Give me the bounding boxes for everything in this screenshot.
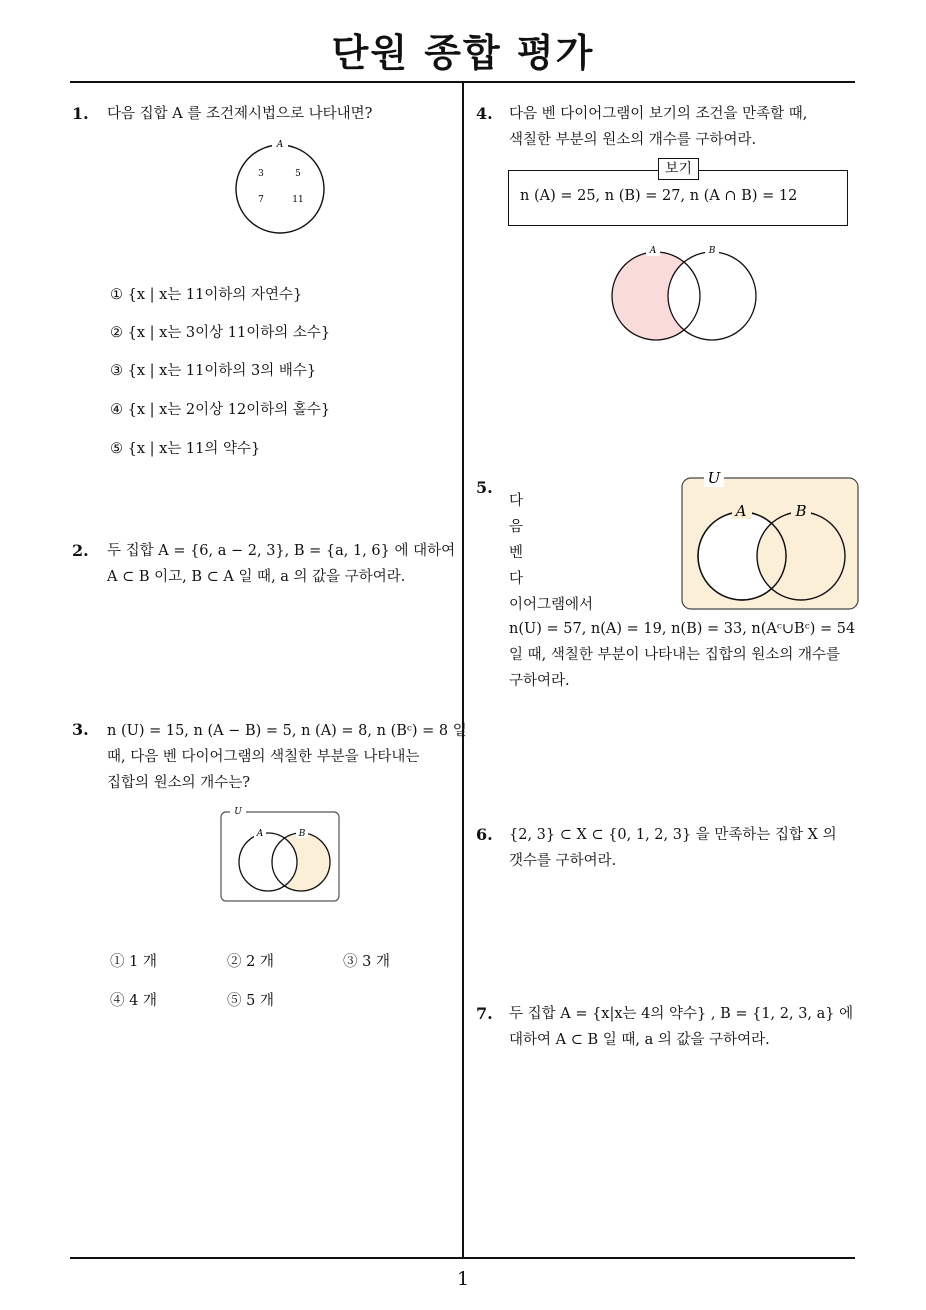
q3-venn-diagram — [218, 804, 344, 904]
page-number: 1 — [456, 1268, 470, 1290]
q3-line-2: 때, 다음 벤 다이어그램의 색칠한 부분을 나타내는 — [107, 749, 420, 765]
q1-venn-label: A — [276, 140, 284, 150]
q1-venn-element: 11 — [292, 195, 304, 205]
column-divider — [462, 82, 464, 1258]
q6-line-1: {2, 3} ⊂ X ⊂ {0, 1, 2, 3} 을 만족하는 집합 X 의 — [509, 827, 837, 843]
q4-bogi-label: 보기 — [658, 158, 699, 180]
q1-choice-3[interactable]: ③ {x | x는 11이하의 3의 배수} — [110, 363, 317, 379]
q1-venn-diagram — [228, 138, 332, 238]
q4-line-2: 색칠한 부분의 원소의 개수를 구하여라. — [509, 132, 757, 148]
q5-vertical-text: 다 — [509, 493, 524, 509]
q1-venn-element: 7 — [258, 195, 264, 205]
q3-choice-1[interactable]: ① 1 개 — [110, 954, 157, 970]
q3-choice-2[interactable]: ② 2 개 — [227, 954, 274, 970]
bottom-rule — [70, 1257, 855, 1259]
q2-number: 2. — [72, 541, 89, 560]
q3-line-1: n (U) = 15, n (A − B) = 5, n (A) = 8, n (Bᶜ) = 8 일 — [107, 723, 467, 739]
q6-line-2: 갯수를 구하여라. — [509, 853, 617, 869]
q1-venn-element: 3 — [258, 169, 264, 179]
q3-choice-4[interactable]: ④ 4 개 — [110, 993, 157, 1009]
q1-choice-4[interactable]: ④ {x | x는 2이상 12이하의 홀수} — [110, 402, 331, 418]
q7-line-1: 두 집합 A = {x|x는 4의 약수} , B = {1, 2, 3, a} 에 — [509, 1006, 854, 1022]
q5-number: 5. — [476, 478, 493, 497]
q1-text: 다음 집합 A 를 조건제시법으로 나타내면? — [107, 106, 373, 122]
q4-venn-a-label: A — [649, 246, 657, 256]
q5-vertical-text: 이어그램에서 — [509, 597, 594, 613]
q3-number: 3. — [72, 720, 89, 739]
q3-line-3: 집합의 원소의 개수는? — [107, 775, 251, 791]
q4-venn-b-label: B — [708, 246, 716, 256]
q6-number: 6. — [476, 825, 493, 844]
q1-number: 1. — [72, 104, 89, 123]
q4-number: 4. — [476, 104, 493, 123]
q5-venn-a-label: A — [735, 502, 747, 520]
q7-number: 7. — [476, 1004, 493, 1023]
q5-vertical-text: 벤 — [509, 545, 524, 561]
q3-venn-a-label: A — [256, 829, 264, 839]
q2-line-2: A ⊂ B 이고, B ⊂ A 일 때, a 의 값을 구하여라. — [107, 569, 406, 585]
q4-bogi-text: n (A) = 25, n (B) = 27, n (A ∩ B) = 12 — [520, 188, 798, 204]
page-title: 단원 종합 평가 — [331, 31, 595, 75]
q7-line-2: 대하여 A ⊂ B 일 때, a 의 값을 구하여라. — [509, 1032, 770, 1048]
q2-line-1: 두 집합 A = {6, a − 2, 3}, B = {a, 1, 6} 에 대하여 — [107, 543, 456, 559]
q5-line-1: n(U) = 57, n(A) = 19, n(B) = 33, n(Aᶜ∪Bᶜ) = 54 — [509, 621, 856, 637]
q4-venn-diagram — [604, 240, 764, 344]
q3-choice-5[interactable]: ⑤ 5 개 — [227, 993, 274, 1009]
q1-venn-circle — [236, 145, 324, 233]
q5-venn-b-label: B — [795, 502, 807, 520]
q1-choice-2[interactable]: ② {x | x는 3이상 11이하의 소수} — [110, 325, 331, 341]
q3-choice-3[interactable]: ③ 3 개 — [343, 954, 390, 970]
q5-vertical-text: 다 — [509, 571, 524, 587]
q1-choice-1[interactable]: ① {x | x는 11이하의 자연수} — [110, 287, 303, 303]
q5-venn-diagram — [680, 465, 862, 613]
q3-venn-b-label: B — [298, 829, 306, 839]
q5-line-3: 구하여라. — [509, 673, 570, 689]
q5-vertical-text: 음 — [509, 519, 524, 535]
q1-venn-element: 5 — [295, 169, 301, 179]
q5-line-2: 일 때, 색칠한 부분이 나타내는 집합의 원소의 개수를 — [509, 647, 841, 663]
q5-venn-u-label: U — [707, 469, 721, 487]
q3-venn-u-label: U — [234, 807, 242, 817]
q4-line-1: 다음 벤 다이어그램이 보기의 조건을 만족할 때, — [509, 106, 808, 122]
q1-choice-5[interactable]: ⑤ {x | x는 11의 약수} — [110, 441, 261, 457]
